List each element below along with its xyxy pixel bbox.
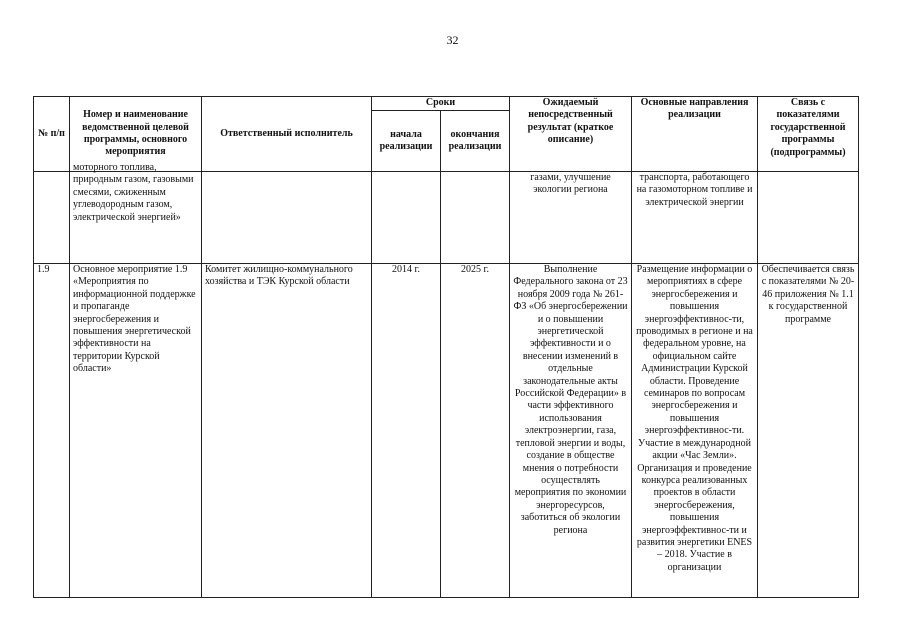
cell-program-text: моторного топлива, природным газом, газовыми смесями, сжиженным углеводородным газом, электрической энергией» [73,162,194,223]
cell-start [372,172,441,264]
header-terms: Сроки [372,97,510,111]
program-table [33,96,859,598]
table-row-1-9 [34,264,859,598]
cell-end [441,172,510,264]
header-link: Связь с показателями государственной программы (подпрограммы) [758,97,859,172]
cell-num: 1.9 [34,264,70,598]
cell-num [34,172,70,264]
cell-end: 2025 г. [441,264,510,598]
cell-result: Выполнение Федерального закона от 23 ноября 2009 года № 261-ФЗ «Об энергосбережении и о повышении энергетической эффективности и о внесении изменений в отдельные законодательные акты Российской Федерации» в части эффективного использования электроэнергии, газа, тепловой энергии и воды, создание в обществе мнения о потребности осуществлять мероприятия по экономии энергоресурсов, заботиться об экологии региона [510,264,632,598]
table-row-continuation [34,172,859,264]
cell-start: 2014 г. [372,264,441,598]
cell-program [70,162,202,264]
header-end: окончания реализации [441,111,510,172]
cell-directions: транспорта, работающего на газомоторном топливе и электрической энергии [632,172,758,264]
header-start: начала реализации [372,111,441,172]
page-number: 32 [446,33,459,47]
header-result: Ожидаемый непосредственный результат (краткое описание) [510,97,632,172]
cell-link: Обеспечивается связь с показателями № 20-46 приложения № 1.1 к государственной программе [758,264,859,598]
cell-link [758,172,859,264]
cell-program: Основное мероприятие 1.9 «Мероприятия по информационной поддержке и пропаганде энергосбережения и повышения энергетической эффективности на территории Курской области» [70,264,202,598]
header-program: Номер и наименование ведомственной целевой программы, основного мероприятия [70,97,202,172]
cell-executor: Комитет жилищно-коммунального хозяйства и ТЭК Курской области [202,264,372,598]
header-directions: Основные направления реализации [632,97,758,172]
cell-executor [202,172,372,264]
header-num: № п/п [34,97,70,172]
header-row-1 [34,97,859,111]
header-executor: Ответственный исполнитель [202,97,372,172]
cell-result: газами, улучшение экологии региона [510,172,632,264]
cell-directions: Размещение информации о мероприятиях в сфере энергосбережения и повышения энергоэффективнос-ти, проводимых в регионе и на федеральном уровне, на официальном сайте Администрации Курской области. Проведение семинаров по вопросам энергосбережения и повышения энергоэффективнос-ти. Участие в международной акции «Час Земли». Организация и проведение конкурса реализованных проектов в области энергосбережения, повышения энергоэффективнос-ти и развития энергетики ENES – 2018. Участие в организации [632,264,758,598]
